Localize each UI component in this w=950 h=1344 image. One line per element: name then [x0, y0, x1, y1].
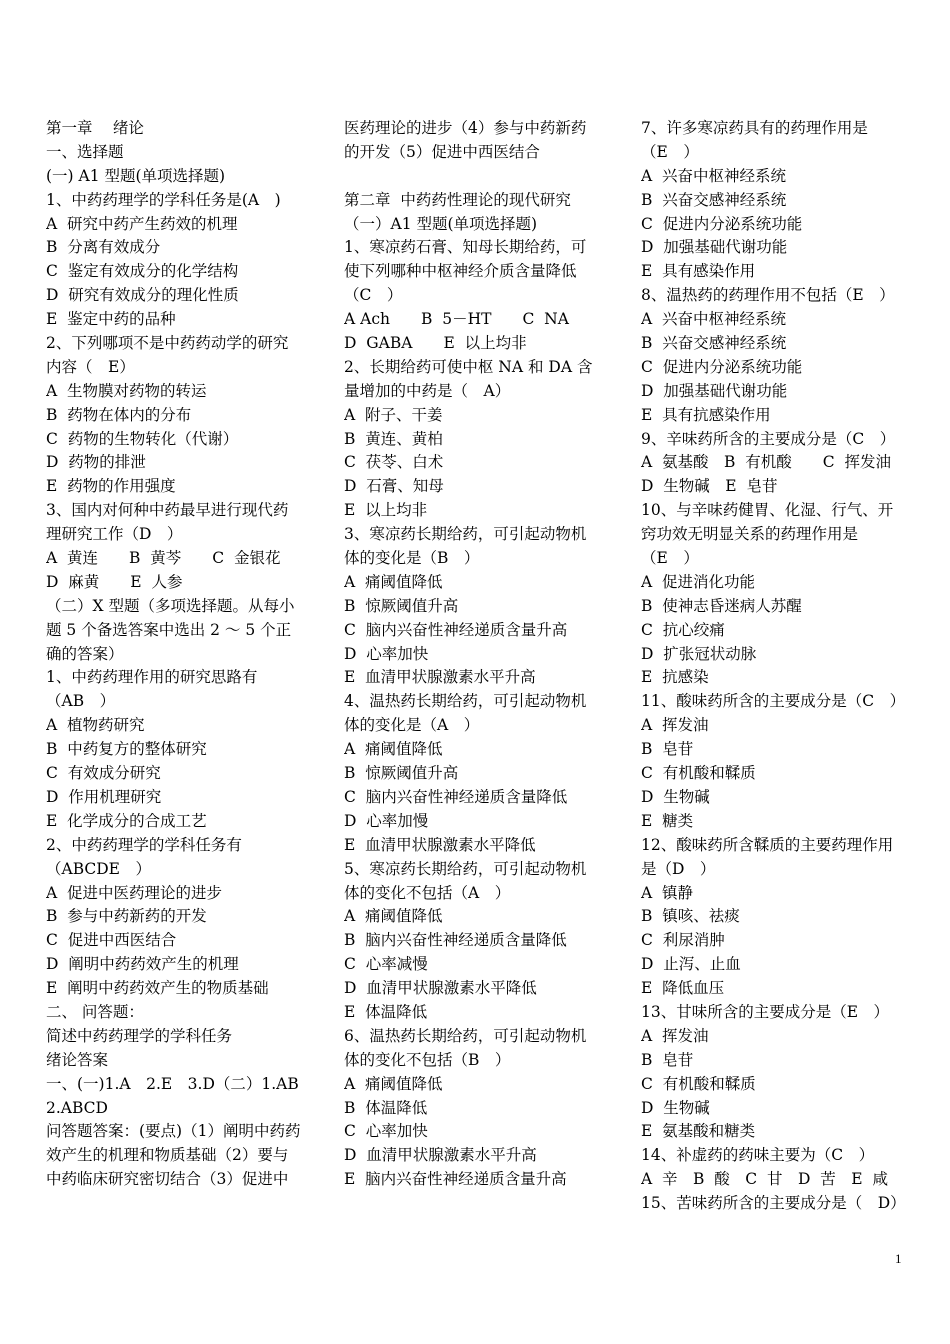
- text-line: D 生物碱 E 皂苷: [641, 477, 778, 496]
- text-line: A 研究中药产生药效的机理: [46, 214, 238, 233]
- text-line: 13、甘味所含的主要成分是（E ）: [641, 1002, 890, 1021]
- text-line: C 茯苓、白术: [344, 453, 444, 472]
- text-line: E 以上均非: [344, 501, 428, 520]
- text-line: A 植物药研究: [46, 716, 145, 735]
- text-line: E 血清甲状腺激素水平升高: [344, 668, 536, 687]
- text-line: 2、下列哪项不是中药药动学的研究: [46, 334, 289, 353]
- text-line: E 抗感染: [641, 668, 709, 687]
- text-line: E 阐明中药药效产生的物质基础: [46, 979, 269, 998]
- text-line: D 心率加慢: [344, 811, 429, 830]
- text-line: （ABCDE ）: [46, 859, 151, 878]
- text-line: 10、与辛味药健胃、化湿、行气、开: [641, 501, 894, 520]
- text-line: D 血清甲状腺激素水平升高: [344, 1146, 537, 1165]
- text-line: A 兴奋中枢神经系统: [641, 166, 787, 185]
- column-left: [46, 117, 314, 1192]
- text-line: 7、许多寒凉药具有的药理作用是: [641, 119, 868, 137]
- text-line: A 促进中医药理论的进步: [46, 883, 223, 902]
- text-line: 一、选择题: [46, 142, 124, 161]
- text-line: 9、辛味药所含的主要成分是（C ）: [641, 429, 896, 448]
- text-line: B 使神志昏迷病人苏醒: [641, 596, 802, 615]
- text-line: 体的变化是（B ）: [344, 549, 480, 568]
- text-line: C 脑内兴奋性神经递质含量降低: [344, 787, 568, 806]
- text-line: A 痛阈值降低: [344, 907, 443, 926]
- text-line: C 心率减慢: [344, 955, 428, 974]
- text-line: B 参与中药新药的开发: [46, 907, 207, 926]
- text-line: 5、寒凉药长期给药，可引起动物机: [344, 859, 587, 878]
- text-line: A 黄连 B 黄芩 C 金银花: [46, 549, 281, 568]
- text-line: A 辛 B 酸 C 甘 D 苦 E 咸: [641, 1170, 888, 1189]
- text-line: A 痛阈值降低: [344, 740, 443, 759]
- text-line: 8、温热药的药理作用不包括（E ）: [641, 286, 895, 305]
- text-line: C 利尿消肿: [641, 931, 725, 950]
- text-line: D 阐明中药药效产生的机理: [46, 955, 239, 974]
- text-line: 量增加的中药是（ A）: [344, 381, 511, 400]
- text-line: A 痛阈值降低: [344, 1074, 443, 1093]
- text-line: C 抗心绞痛: [641, 620, 725, 639]
- text-line: B 兴奋交感神经系统: [641, 334, 787, 353]
- text-line: 二、 问答题：: [46, 1002, 144, 1021]
- text-line: E 氨基酸和糖类: [641, 1122, 756, 1141]
- text-line: E 具有感染作用: [641, 262, 756, 281]
- text-line: D 生物碱: [641, 1098, 710, 1117]
- text-line: 是（D ）: [641, 859, 716, 878]
- text-line: 4、温热药长期给药，可引起动物机: [344, 692, 587, 711]
- text-line: B 兴奋交感神经系统: [641, 190, 787, 209]
- text-line: 效产生的机理和物质基础（2）要与: [46, 1146, 289, 1165]
- text-line: 窍功效无明显关系的药理作用是: [641, 525, 859, 544]
- text-line: A 附子、干姜: [344, 405, 443, 424]
- text-line: 医药理论的进步（4）参与中药新药: [344, 119, 587, 137]
- text-line: B 皂苷: [641, 740, 694, 759]
- text-line: （一）A1 型题(单项选择题): [344, 214, 538, 233]
- text-line: （AB ）: [46, 692, 116, 711]
- text-line: 绪论答案: [46, 1050, 109, 1069]
- text-line: （E ）: [641, 142, 699, 161]
- text-line: E 血清甲状腺激素水平降低: [344, 835, 536, 854]
- text-line: A 挥发油: [641, 716, 709, 735]
- text-line: 1、中药药理学的学科任务是(A ): [46, 190, 281, 209]
- text-line: C 有机酸和鞣质: [641, 764, 756, 783]
- text-line: E 鉴定中药的品种: [46, 310, 176, 329]
- text-line: 1、中药药理作用的研究思路有: [46, 668, 258, 687]
- text-line: B 中药复方的整体研究: [46, 740, 207, 759]
- text-line: 第一章 绪论: [46, 119, 144, 137]
- text-line: B 黄连、黄柏: [344, 429, 443, 448]
- text-line: 体的变化不包括（B ）: [344, 1050, 511, 1069]
- text-line: （C ）: [344, 286, 403, 305]
- text-line: D 心率加快: [344, 644, 429, 663]
- text-line: （E ）: [641, 549, 699, 568]
- text-line: 使下列哪种中枢神经介质含量降低: [344, 262, 577, 281]
- text-line: C 促进内分泌系统功能: [641, 214, 803, 233]
- text-line: E 脑内兴奋性神经递质含量升高: [344, 1170, 567, 1189]
- text-line: E 具有抗感染作用: [641, 405, 771, 424]
- text-line: D 加强基础代谢功能: [641, 381, 788, 400]
- text-line: E 降低血压: [641, 979, 725, 998]
- text-line: E 化学成分的合成工艺: [46, 811, 207, 830]
- text-line: C 心率加快: [344, 1122, 428, 1141]
- text-line: D 麻黄 E 人参: [46, 572, 183, 591]
- text-line: A 促进消化功能: [641, 572, 756, 591]
- text-line: A 氨基酸 B 有机酸 C 挥发油: [641, 453, 892, 472]
- text-line: (一) A1 型题(单项选择题): [46, 166, 226, 185]
- text-line: C 有机酸和鞣质: [641, 1074, 756, 1093]
- text-line: 1、寒凉药石膏、知母长期给药，可: [344, 238, 587, 257]
- text-line: C 药物的生物转化（代谢）: [46, 429, 239, 448]
- text-line: 3、国内对何种中药最早进行现代药: [46, 501, 289, 520]
- text-line: C 有效成分研究: [46, 764, 161, 783]
- text-line: B 体温降低: [344, 1098, 428, 1117]
- text-line: A 镇静: [641, 883, 694, 902]
- text-line: 体的变化是（A ）: [344, 716, 480, 735]
- text-line: D 药物的排泄: [46, 453, 146, 472]
- text-line: C 促进内分泌系统功能: [641, 357, 803, 376]
- text-line: D 研究有效成分的理化性质: [46, 286, 239, 305]
- text-line: 一、(一)1.A 2.E 3.D（二）1.AB: [46, 1074, 299, 1093]
- text-line: A Ach B 5－HT C NA: [344, 310, 569, 329]
- text-line: D 加强基础代谢功能: [641, 238, 788, 257]
- text-line: D 血清甲状腺激素水平降低: [344, 979, 537, 998]
- text-line: 12、酸味药所含鞣质的主要药理作用: [641, 835, 894, 854]
- text-line: 简述中药药理学的学科任务: [46, 1026, 233, 1045]
- column-right: [641, 117, 909, 1216]
- text-line: A 兴奋中枢神经系统: [641, 310, 787, 329]
- text-line: [344, 165, 612, 189]
- text-line: （二）X 型题（多项选择题。从每小: [46, 596, 295, 615]
- text-line: A 挥发油: [641, 1026, 709, 1045]
- text-line: 问答题答案：(要点)（1）阐明中药药: [46, 1122, 301, 1141]
- text-line: 确的答案）: [46, 644, 124, 663]
- text-line: 题 5 个备选答案中选出 2 ～ 5 个正: [46, 620, 292, 639]
- text-line: B 镇咳、祛痰: [641, 907, 740, 926]
- text-line: D GABA E 以上均非: [344, 334, 527, 353]
- text-line: 理研究工作（D ）: [46, 525, 183, 544]
- column-middle: [344, 117, 612, 1192]
- text-line: 中药临床研究密切结合（3）促进中: [46, 1170, 289, 1189]
- text-line: C 促进中西医结合: [46, 931, 177, 950]
- text-line: B 皂苷: [641, 1050, 694, 1069]
- text-line: B 惊厥阈值升高: [344, 596, 459, 615]
- text-line: D 扩张冠状动脉: [641, 644, 757, 663]
- text-line: B 惊厥阈值升高: [344, 764, 459, 783]
- text-line: C 脑内兴奋性神经递质含量升高: [344, 620, 568, 639]
- text-line: 内容（ E）: [46, 357, 135, 376]
- text-line: D 止泻、止血: [641, 955, 741, 974]
- text-line: 2.ABCD: [46, 1098, 108, 1117]
- text-line: 14、补虚药的药味主要为（C ）: [641, 1146, 875, 1165]
- text-line: E 体温降低: [344, 1002, 428, 1021]
- text-line: A 生物膜对药物的转运: [46, 381, 207, 400]
- text-line: D 石膏、知母: [344, 477, 444, 496]
- text-line: E 糖类: [641, 811, 694, 830]
- text-line: 第二章 中药药性理论的现代研究: [344, 190, 571, 209]
- text-line: B 分离有效成分: [46, 238, 161, 257]
- text-line: B 脑内兴奋性神经递质含量降低: [344, 931, 567, 950]
- text-line: 15、苦味药所含的主要成分是（ D）: [641, 1194, 906, 1213]
- text-line: D 生物碱: [641, 787, 710, 806]
- text-line: E 药物的作用强度: [46, 477, 176, 496]
- text-line: 的开发（5）促进中西医结合: [344, 142, 540, 161]
- text-line: 11、酸味药所含的主要成分是（C ）: [641, 692, 906, 711]
- text-line: D 作用机理研究: [46, 787, 162, 806]
- text-line: 6、温热药长期给药，可引起动物机: [344, 1026, 587, 1045]
- text-line: A 痛阈值降低: [344, 572, 443, 591]
- text-line: 3、寒凉药长期给药，可引起动物机: [344, 525, 587, 544]
- page-number: 1: [895, 1251, 902, 1266]
- text-line: 体的变化不包括（A ）: [344, 883, 511, 902]
- text-line: 2、中药药理学的学科任务有: [46, 835, 242, 854]
- text-line: C 鉴定有效成分的化学结构: [46, 262, 239, 281]
- text-line: 2、长期给药可使中枢 NA 和 DA 含: [344, 357, 593, 376]
- text-line: B 药物在体内的分布: [46, 405, 192, 424]
